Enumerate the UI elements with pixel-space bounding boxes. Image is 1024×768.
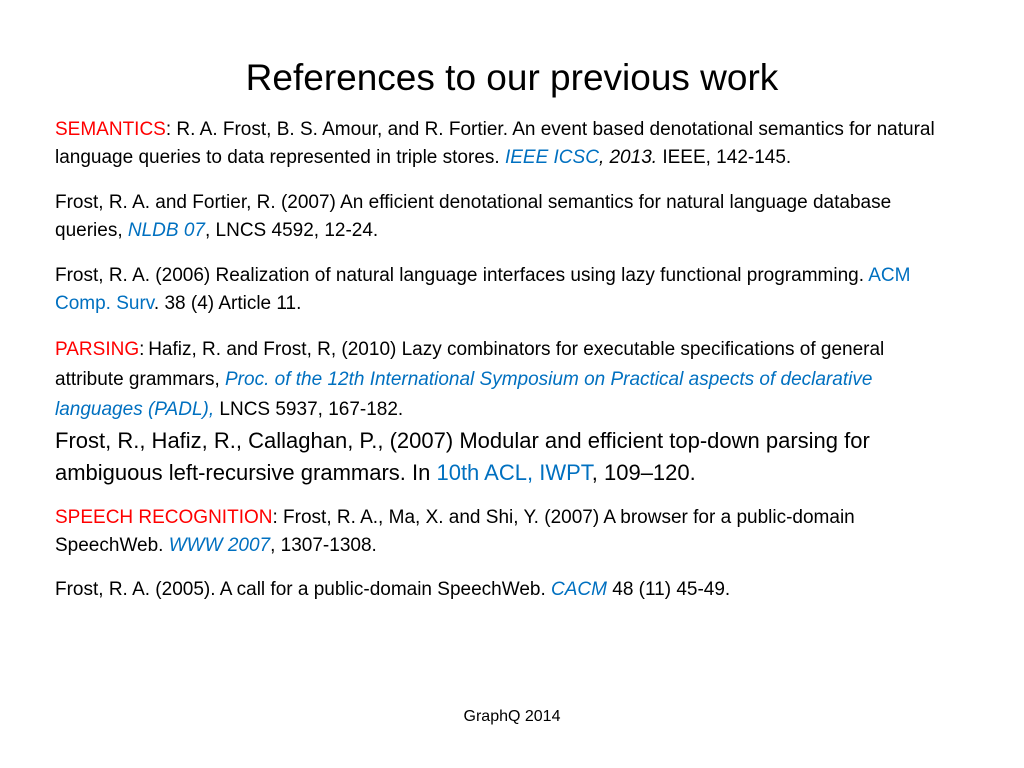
slide-footer: GraphQ 2014 [463,708,561,725]
reference-venue: CACM [551,579,607,600]
reference-venue: WWW 2007 [168,535,271,556]
reference-text: Frost, R. A. and Fortier, R. (2007) An efficient denotational semantics for natural language database queries, [55,192,892,241]
section-label-parsing: PARSING [55,339,140,360]
reference-text: Frost, R., Hafiz, R., Callaghan, P., (2007) Modular and efficient top-down parsing for ambiguous left-recursive grammars. In [55,428,870,485]
reference-semantics-acm [55,262,955,318]
section-label-speech-recognition: SPEECH RECOGNITION [55,507,273,528]
reference-semantics-event-based [55,116,955,172]
reference-text: : Hafiz, R. and Frost, R, (2010) Lazy combinators for executable specifications of general attribute grammars, [55,339,885,390]
reference-venue-tail: , 2013. [598,147,658,168]
reference-text-end: . 38 (4) Article 11. [153,293,302,314]
reference-text-end: 48 (11) 45-49. [606,579,731,600]
reference-text-end: LNCS 5937, 167-182. [214,399,404,420]
reference-speech-cacm [55,576,955,604]
reference-parsing-padl [55,335,955,425]
reference-text: : R. A. Frost, B. S. Amour, and R. Fortier. An event based denotational semantics for natural language queries to data represented in triple stores. [55,119,935,168]
reference-text: : Frost, R. A., Ma, X. and Shi, Y. (2007) A browser for a public-domain SpeechWeb. [55,507,855,556]
reference-text: Frost, R. A. (2006) Realization of natural language interfaces using lazy functional programming. [55,265,869,286]
reference-parsing-iwpt [55,425,955,489]
reference-venue: 10th ACL, IWPT [436,460,592,485]
slide-title: References to our previous work [245,57,779,98]
reference-text: Frost, R. A. (2005). A call for a public-domain SpeechWeb. [55,579,552,600]
reference-text-end: , LNCS 4592, 12-24. [204,220,379,241]
reference-venue: NLDB 07 [127,220,205,241]
reference-text-end: IEEE, 142-145. [657,147,792,168]
reference-text-end: , 109–120. [591,460,696,485]
reference-speech-www [55,504,955,560]
reference-venue: ACM Comp. Surv [55,265,911,314]
reference-venue: IEEE ICSC [504,147,599,168]
reference-venue: Proc. of the 12th International Symposium on Practical aspects of declarative languages (PADL), [55,369,873,420]
reference-list [55,116,955,604]
section-label-semantics: SEMANTICS [55,119,166,140]
reference-text-end: , 1307-1308. [270,535,377,556]
reference-semantics-nldb [55,189,955,245]
